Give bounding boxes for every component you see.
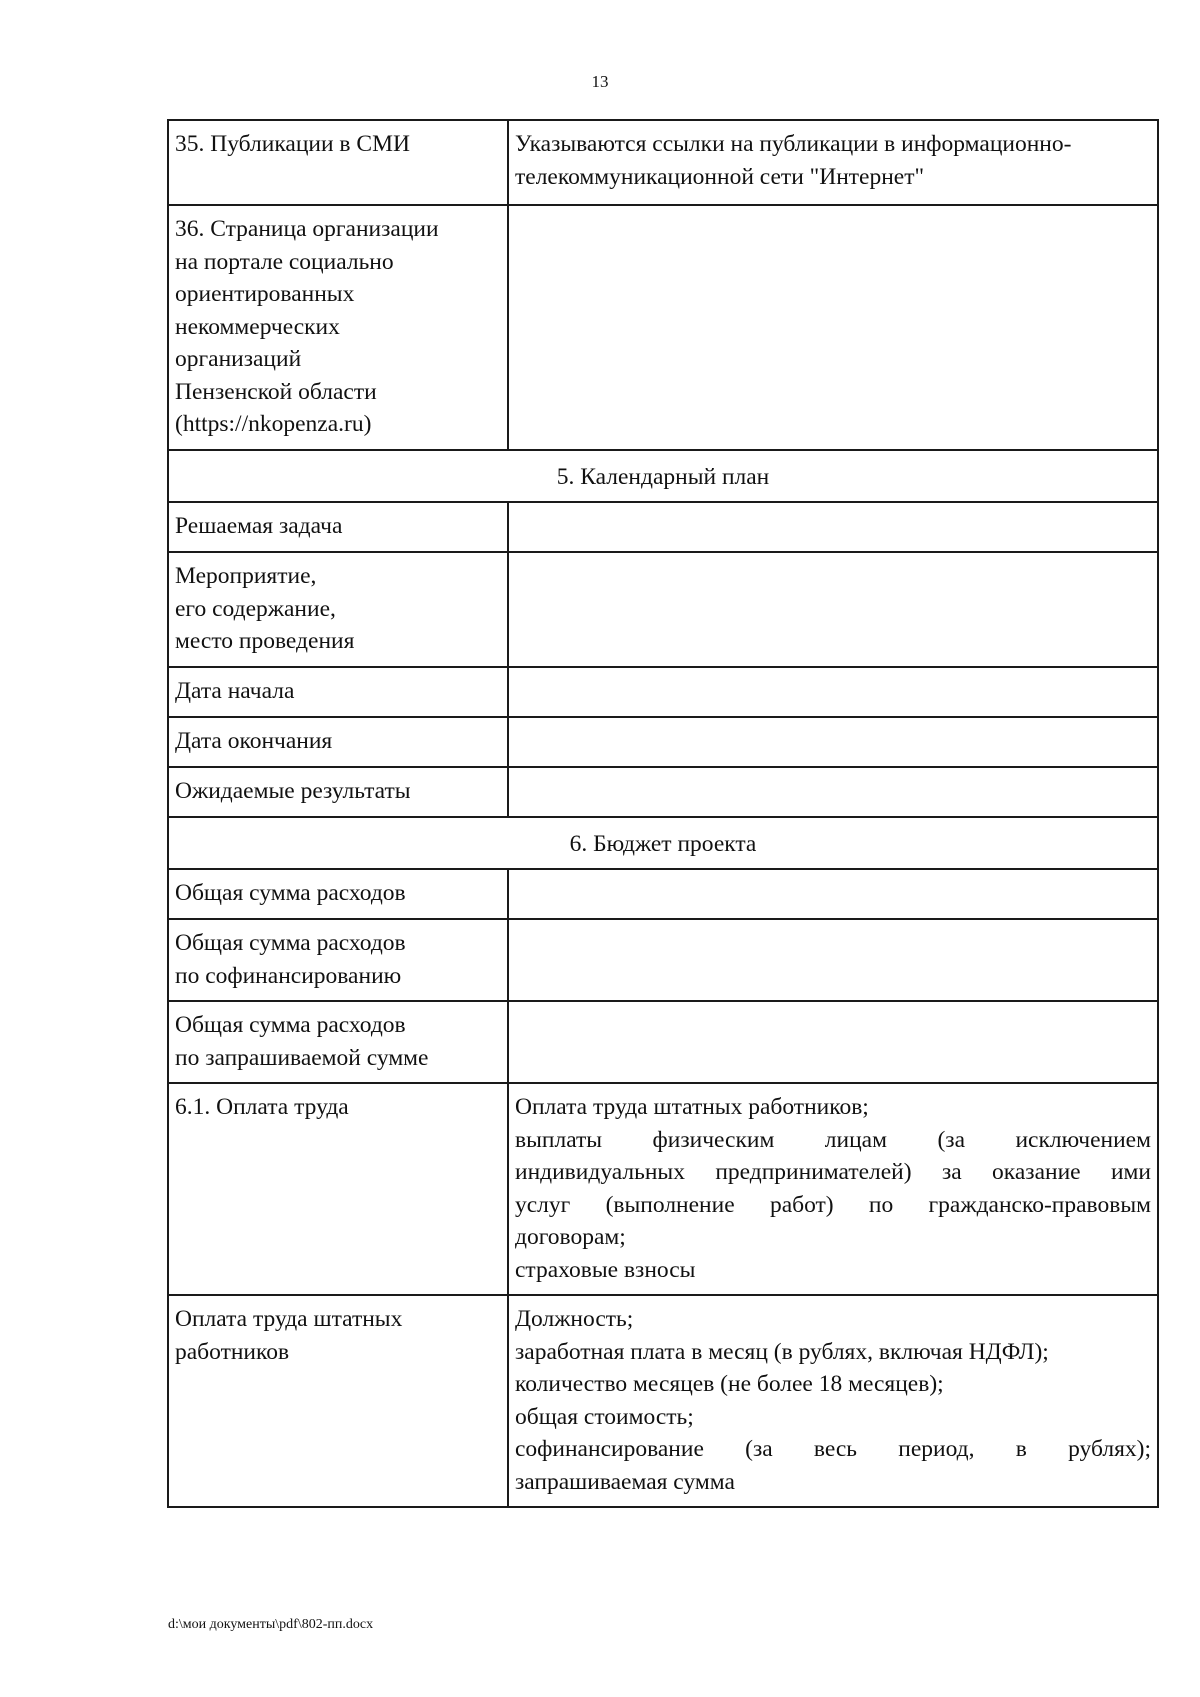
table-row bbox=[168, 502, 1158, 552]
table-row bbox=[168, 919, 1158, 1001]
row-label: Общая сумма расходов по запрашиваемой сумме bbox=[168, 1001, 508, 1083]
table-row bbox=[168, 767, 1158, 817]
table-row bbox=[168, 869, 1158, 919]
empty-value-cell bbox=[508, 869, 1158, 919]
table-row bbox=[168, 1001, 1158, 1083]
row-value: Должность; заработная плата в месяц (в рублях, включая НДФЛ); количество месяцев (не более 18 месяцев); общая стоимость; софинансирование (за весь период, в рублях); запрашиваемая сумма bbox=[508, 1295, 1158, 1507]
row-label: Общая сумма расходов по софинансированию bbox=[168, 919, 508, 1001]
empty-value-cell bbox=[508, 667, 1158, 717]
row-label: Ожидаемые результаты bbox=[168, 767, 508, 817]
row-label: 35. Публикации в СМИ bbox=[168, 120, 508, 205]
empty-value-cell bbox=[508, 502, 1158, 552]
row-label: Дата начала bbox=[168, 667, 508, 717]
value-line: Указываются ссылки на публикации в информационно- bbox=[515, 131, 1072, 157]
empty-value-cell bbox=[508, 205, 1158, 450]
row-label: Мероприятие, его содержание, место проведения bbox=[168, 552, 508, 667]
row-label: 36. Страница организации на портале социально ориентированных некоммерческих организаций Пензенской области (https://nkopenza.ru) bbox=[168, 205, 508, 450]
file-path-footer: d:\мои документы\pdf\802-пп.docx bbox=[168, 1617, 374, 1632]
row-value: Оплата труда штатных работников; выплаты физическим лицам (за исключением индивидуальных предпринимателей) за оказание ими услуг (выполнение работ) по гражданско-правовым договорам; страховые взносы bbox=[508, 1083, 1158, 1295]
application-form-table bbox=[167, 119, 1159, 1508]
row-label: Оплата труда штатных работников bbox=[168, 1295, 508, 1507]
empty-value-cell bbox=[508, 1001, 1158, 1083]
row-value bbox=[508, 120, 1158, 205]
table-row bbox=[168, 667, 1158, 717]
section-heading-row bbox=[168, 817, 1158, 870]
table-row bbox=[168, 552, 1158, 667]
table-row bbox=[168, 120, 1158, 205]
table-row bbox=[168, 717, 1158, 767]
section-heading: 5. Календарный план bbox=[168, 450, 1158, 503]
section-heading: 6. Бюджет проекта bbox=[168, 817, 1158, 870]
empty-value-cell bbox=[508, 919, 1158, 1001]
row-label: Дата окончания bbox=[168, 717, 508, 767]
row-label: Общая сумма расходов bbox=[168, 869, 508, 919]
page-number: 13 bbox=[591, 72, 609, 91]
section-heading-row bbox=[168, 450, 1158, 503]
table-row bbox=[168, 1083, 1158, 1295]
table-row bbox=[168, 205, 1158, 450]
row-label: Решаемая задача bbox=[168, 502, 508, 552]
row-label: 6.1. Оплата труда bbox=[168, 1083, 508, 1295]
table-row bbox=[168, 1295, 1158, 1507]
empty-value-cell bbox=[508, 552, 1158, 667]
value-line: телекоммуникационной сети "Интернет" bbox=[515, 163, 925, 190]
empty-value-cell bbox=[508, 717, 1158, 767]
empty-value-cell bbox=[508, 767, 1158, 817]
